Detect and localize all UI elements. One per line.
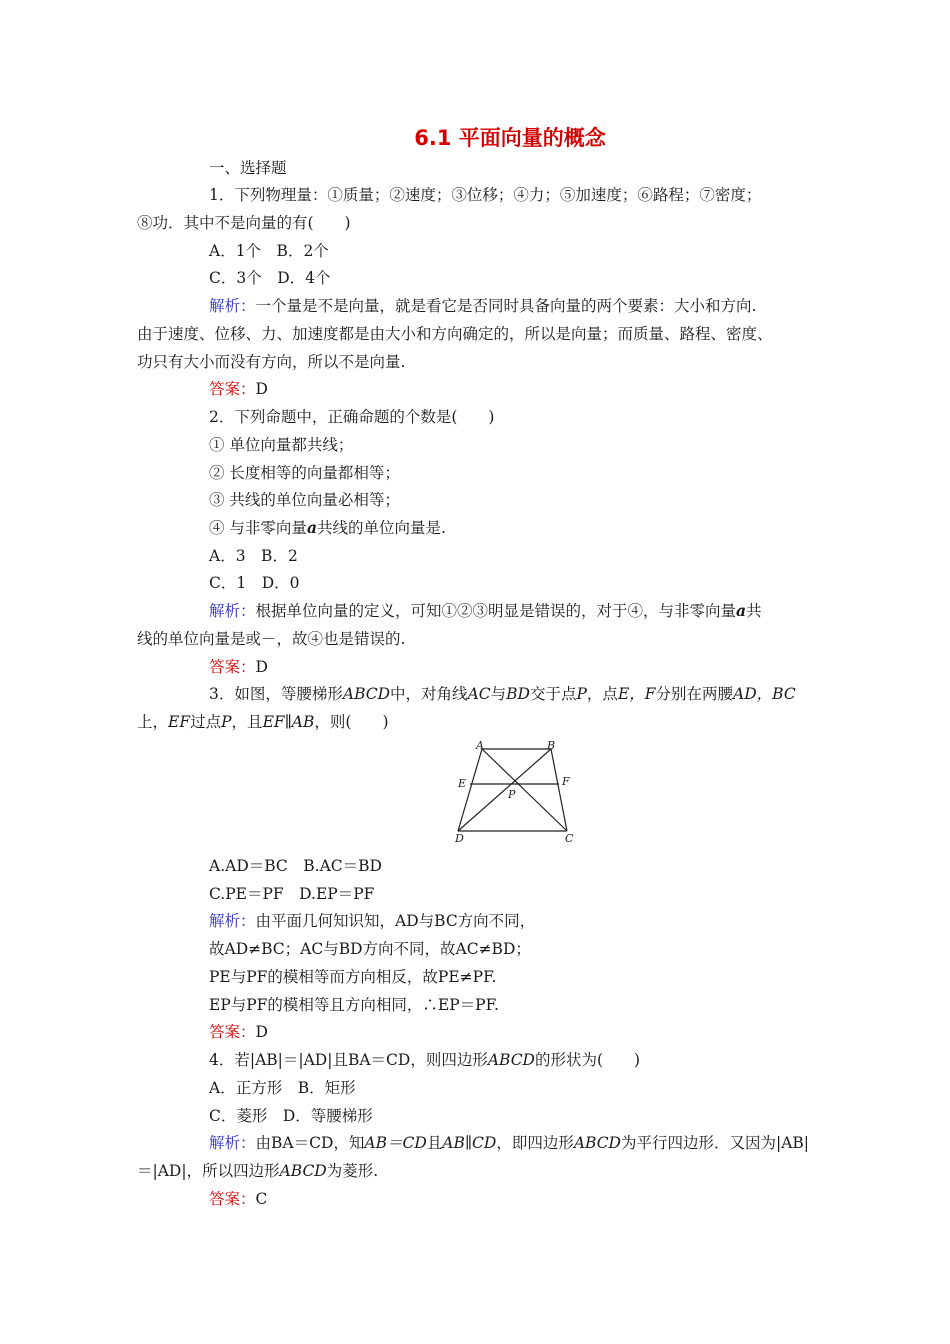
text: 3．如图，等腰梯形 (209, 685, 343, 703)
text: 由BA＝CD，知 (255, 1134, 365, 1152)
var: AB＝CD (364, 1134, 427, 1152)
q4-analysis-line1 (209, 1133, 809, 1153)
var: AB∥CD (442, 1134, 497, 1152)
q2-analysis-line2: 线的单位向量是或－，故④也是错误的. (137, 630, 406, 648)
label-f: F (562, 775, 570, 788)
q1-stem-line2: ⑧功．其中不是向量的有( ) (137, 214, 351, 232)
var: P (221, 713, 232, 731)
label-a: A (476, 740, 484, 752)
analysis-text: 一个量是不是向量，就是看它是否同时具备向量的两个要素：大小和方向. (255, 297, 757, 315)
q2-options-cd: C．1 D．0 (209, 574, 300, 592)
text: 与 (490, 685, 507, 703)
text: ，点 (586, 685, 618, 703)
label-b: B (547, 740, 556, 752)
answer-label: 答案： (209, 658, 256, 676)
text: 分别在两腰 (655, 685, 734, 703)
text: ，则( ) (314, 713, 389, 731)
q3-options-ab: A.AD＝BC B.AC＝BD (209, 857, 382, 875)
label-p: P (508, 788, 516, 801)
text: 为菱形. (326, 1162, 379, 1180)
text: 为平行四边形．又因为|AB| (621, 1134, 810, 1152)
q3-analysis-line3: PE与PF的模相等而方向相反，故PE≠PF. (209, 968, 497, 986)
text: 交于点 (529, 685, 577, 703)
label-d: D (455, 832, 464, 845)
text: 共线的单位向量是. (316, 519, 446, 537)
q4-options-ab: A．正方形 B．矩形 (209, 1079, 356, 1097)
q1-stem-line1: 1．下列物理量：①质量；②速度；③位移；④力；⑤加速度；⑥路程；⑦密度； (209, 186, 762, 204)
label-e: E (458, 777, 467, 790)
q3-analysis-line1 (209, 911, 535, 931)
var: ABCD (279, 1162, 327, 1180)
var: ABCD (342, 685, 391, 703)
text: ，且 (231, 713, 263, 731)
answer-value: C (255, 1190, 268, 1208)
trapezoid-figure (448, 740, 588, 846)
q2-options-ab: A．3 B．2 (209, 547, 298, 565)
q2-statement-3: ③ 共线的单位向量必相等； (209, 491, 400, 509)
q2-analysis-line1 (209, 601, 762, 621)
text: 上， (137, 713, 169, 731)
var: AC (467, 685, 491, 703)
answer-label: 答案： (209, 380, 256, 398)
answer-value: D (255, 380, 268, 398)
answer-label: 答案： (209, 1190, 256, 1208)
answer-label: 答案： (209, 1023, 256, 1041)
q1-analysis-line2: 由于速度、位移、力、加速度都是由大小和方向确定的，所以是向量；而质量、路程、密度、 (137, 325, 773, 343)
answer-value: D (255, 1023, 268, 1041)
text: 且 (426, 1134, 443, 1152)
diagonal-ac (482, 749, 567, 831)
q4-analysis-line2 (137, 1161, 378, 1181)
section-heading: 一、选择题 (209, 159, 287, 177)
text: 共 (746, 602, 762, 620)
label-c: C (565, 832, 574, 845)
q3-stem-line1 (209, 684, 796, 704)
text: 过点 (190, 713, 222, 731)
text: 的形状为( ) (535, 1051, 641, 1069)
text: 中，对角线 (390, 685, 468, 703)
var: BD (506, 685, 530, 703)
analysis-text: 由平面几何知识知，AD与BC方向不同， (255, 912, 536, 930)
var: ABCD (573, 1134, 621, 1152)
var: EF (168, 713, 191, 731)
q1-analysis-line3: 功只有大小而没有方向，所以不是向量. (137, 353, 406, 371)
q2-answer (209, 657, 268, 677)
side-da (458, 749, 482, 831)
q4-answer (209, 1189, 267, 1209)
analysis-label: 解析： (209, 912, 256, 930)
analysis-label: 解析： (209, 297, 256, 315)
q2-statement-4 (209, 518, 446, 538)
text: 4．若|AB|＝|AD|且BA＝CD，则四边形 (209, 1051, 488, 1069)
var: E，F (617, 685, 656, 703)
text: ＝|AD|，所以四边形 (137, 1162, 280, 1180)
vector-a: a (306, 518, 317, 537)
q1-answer (209, 379, 268, 399)
var: ABCD (487, 1051, 535, 1069)
q3-answer (209, 1022, 268, 1042)
q1-analysis-line1 (209, 296, 756, 316)
var: AD，BC (733, 685, 796, 703)
q3-options-cd: C.PE＝PF D.EP＝PF (209, 885, 375, 903)
q4-options-cd: C．菱形 D．等腰梯形 (209, 1107, 373, 1125)
text: 根据单位向量的定义，可知①②③明显是错误的，对于④，与非零向量 (255, 602, 737, 620)
q3-analysis-line2: 故AD≠BC；AC与BD方向不同，故AC≠BD； (209, 940, 531, 958)
q2-stem: 2．下列命题中，正确命题的个数是( ) (209, 408, 495, 426)
var: P (576, 685, 587, 703)
q3-stem-line2 (137, 712, 389, 732)
page-title: 6.1 平面向量的概念 (414, 126, 606, 150)
q3-analysis-line4: EP与PF的模相等且方向相同，∴EP＝PF. (209, 996, 499, 1014)
vector-a: a (736, 601, 747, 620)
q4-stem (209, 1050, 640, 1070)
q2-statement-1: ① 单位向量都共线； (209, 436, 354, 454)
analysis-label: 解析： (209, 1134, 256, 1152)
var: EF∥AB (262, 713, 315, 731)
text: ，即四边形 (496, 1134, 574, 1152)
text: ④ 与非零向量 (209, 519, 307, 537)
answer-value: D (255, 658, 268, 676)
diagonal-bd (458, 749, 551, 831)
q2-statement-2: ② 长度相等的向量都相等； (209, 464, 400, 482)
q1-options-ab: A．1个 B．2个 (209, 242, 329, 260)
q1-options-cd: C．3个 D．4个 (209, 269, 331, 287)
analysis-label: 解析： (209, 602, 256, 620)
